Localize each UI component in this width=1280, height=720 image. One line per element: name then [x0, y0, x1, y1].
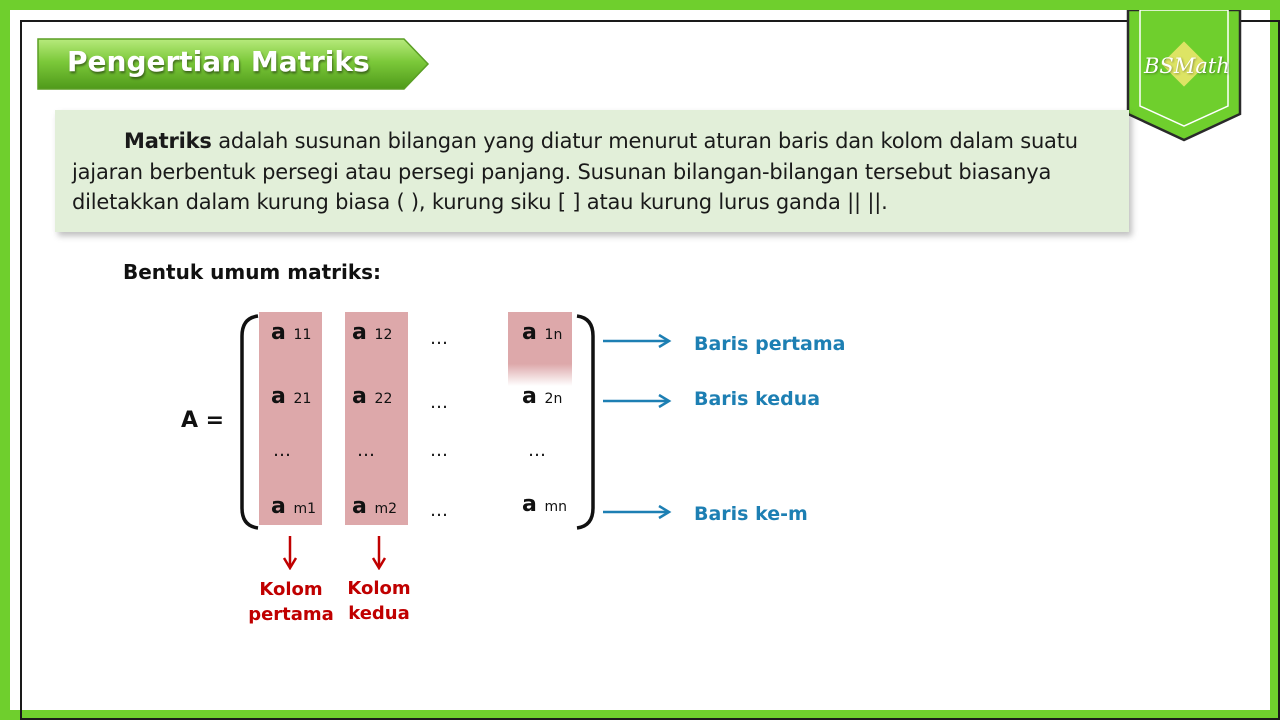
row-1-arrow-icon [603, 333, 673, 349]
row-label-m: Baris ke-m [694, 503, 808, 525]
ellipsis-c1: … [273, 440, 291, 461]
logo-text: BSMath [1144, 54, 1230, 78]
matrix-name-label: A = [181, 408, 225, 433]
column-label-first: Kolom pertama [248, 579, 334, 625]
ellipsis-c3: … [430, 440, 448, 461]
title-ribbon [36, 37, 430, 91]
right-bracket [573, 314, 597, 530]
definition-body: adalah susunan bilangan yang diatur menurut aturan baris dan kolom dalam suatu jajaran berbentuk persegi atau persegi panjang. Susunan bilangan-bilangan tersebut biasanya diletakkan dalam kurung biasa ( ), kurung siku [ ] atau kurung lurus ganda || ||. [72, 129, 1078, 214]
element-am2: a m2 [352, 494, 398, 519]
column-1-arrow-icon [281, 536, 299, 570]
definition-term: Matriks [124, 129, 212, 153]
left-bracket [238, 314, 262, 530]
element-am1: a m1 [271, 494, 317, 519]
ellipsis-c2: … [357, 440, 375, 461]
element-a2n: a 2n [522, 384, 563, 409]
definition-text [72, 126, 1122, 218]
element-amn: a mn [522, 492, 568, 517]
element-a12: a 12 [352, 320, 393, 345]
ellipsis-r2: … [430, 392, 448, 413]
ellipsis-r1: … [430, 328, 448, 349]
row-label-first: Baris pertama [694, 333, 846, 355]
general-form-heading: Bentuk umum matriks: [123, 260, 382, 284]
row-2-arrow-icon [603, 393, 673, 409]
page-title: Pengertian Matriks [67, 45, 370, 78]
row-m-arrow-icon [603, 504, 673, 520]
column-2-arrow-icon [370, 536, 388, 570]
element-a21: a 21 [271, 384, 312, 409]
element-a22: a 22 [352, 384, 393, 409]
element-a11: a 11 [271, 320, 312, 345]
element-a1n: a 1n [522, 320, 563, 345]
definition-box [55, 110, 1129, 232]
row-label-second: Baris kedua [694, 388, 821, 410]
ellipsis-c4: … [528, 440, 546, 461]
ellipsis-rm: … [430, 500, 448, 521]
column-label-second: Kolom kedua [347, 578, 411, 624]
